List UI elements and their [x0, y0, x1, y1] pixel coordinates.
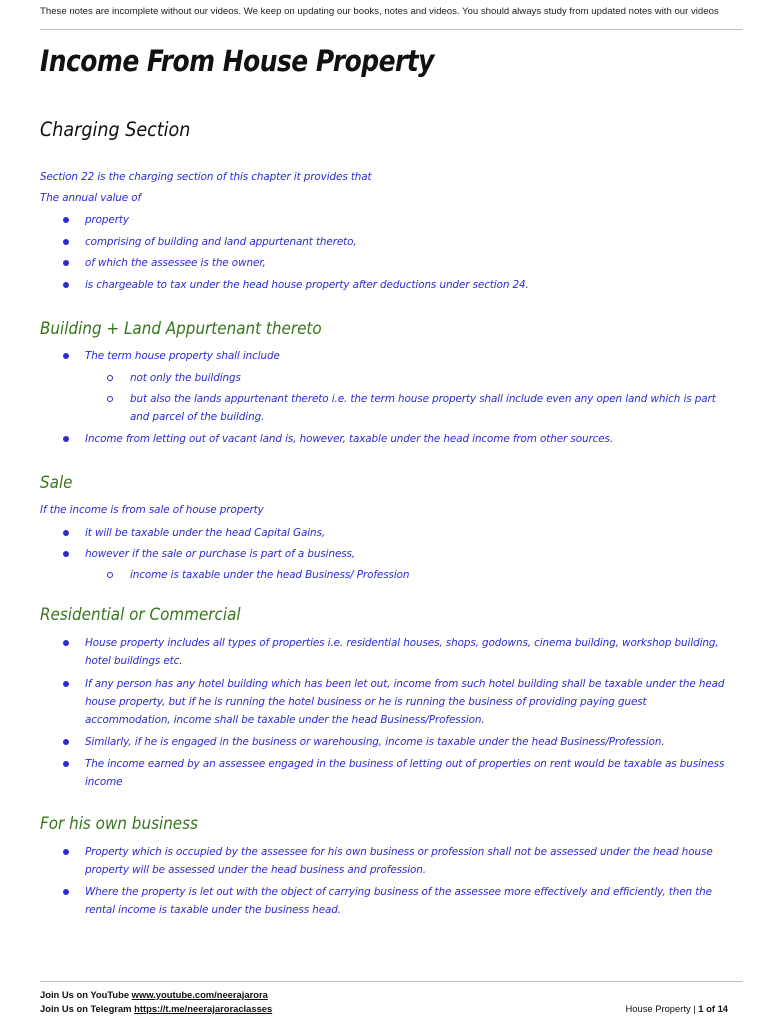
bullet-icon [63, 761, 69, 767]
sub-list-item: but also the lands appurtenant thereto i.e. the term house property shall include even any open land which is part and parcel of the building. [130, 393, 716, 423]
bullet-icon [63, 640, 69, 646]
list-item: Income from letting out of vacant land is, however, taxable under the head income from other sources. [85, 433, 614, 445]
list-item: The income earned by an assessee engaged in the business of letting out of properties on rent would be taxable as business income [85, 758, 725, 788]
own-business-section-heading: For his own business [40, 814, 198, 833]
list-item: property [85, 214, 129, 226]
footer-youtube [40, 989, 268, 1000]
sub-list-item: income is taxable under the head Business/ Profession [130, 569, 410, 581]
bullet-icon [63, 551, 69, 557]
bullet-icon [63, 530, 69, 536]
bullet-icon [63, 282, 69, 288]
charging-section-heading: Charging Section [40, 118, 191, 141]
list-item: of which the assessee is the owner, [85, 257, 266, 269]
sale-intro-line: If the income is from sale of house property [40, 504, 264, 516]
page-count: 1 of 14 [698, 1003, 728, 1014]
bullet-icon [63, 353, 69, 359]
bullet-icon [63, 436, 69, 442]
list-item: comprising of building and land appurtenant thereto, [85, 236, 357, 248]
bullet-icon [63, 739, 69, 745]
residential-section-heading: Residential or Commercial [40, 605, 241, 624]
list-item: The term house property shall include [85, 350, 280, 362]
sale-section-heading: Sale [40, 473, 73, 492]
list-item: is chargeable to tax under the head house property after deductions under section 24. [85, 279, 529, 291]
header-divider [40, 29, 743, 30]
telegram-link[interactable]: https://t.me/neerajaroraclasses [134, 1003, 273, 1014]
list-item: House property includes all types of properties i.e. residential houses, shops, godowns, cinema building, workshop building, hotel buildings etc. [85, 637, 719, 667]
building-section-heading: Building + Land Appurtenant thereto [40, 319, 322, 338]
bullet-icon [63, 889, 69, 895]
youtube-label: Join Us on YouTube [40, 989, 130, 1000]
footer-telegram [40, 1003, 272, 1014]
sub-list-item: not only the buildings [130, 372, 241, 384]
list-item: If any person has any hotel building which has been let out, income from such hotel building shall be taxable under the head house property, but if he is running the hotel business or he is running the business of providing paying guest accommodation, income shall be taxable under the head Business/Profession. [85, 678, 725, 726]
page-title: Income From House Property [40, 44, 434, 78]
page-footer-info [626, 1003, 729, 1014]
telegram-label: Join Us on Telegram [40, 1003, 132, 1014]
footer-divider [40, 981, 743, 982]
youtube-link[interactable]: www.youtube.com/neerajarora [131, 989, 268, 1000]
bullet-icon [63, 217, 69, 223]
circle-bullet-icon [107, 572, 113, 578]
list-item: however if the sale or purchase is part of a business, [85, 548, 356, 560]
footer-separator: | [693, 1003, 696, 1014]
footer-page-name: House Property [625, 1003, 691, 1014]
list-item: Where the property is let out with the object of carrying business of the assessee more effectively and efficiently, then the rental income is taxable under the business head. [85, 886, 712, 916]
circle-bullet-icon [107, 396, 113, 402]
bullet-icon [63, 849, 69, 855]
bullet-icon [63, 260, 69, 266]
circle-bullet-icon [107, 375, 113, 381]
charging-annual-value-line: The annual value of [40, 192, 142, 204]
bullet-icon [63, 681, 69, 687]
list-item: Similarly, if he is engaged in the business or warehousing, income is taxable under the head Business/Profession. [85, 736, 665, 748]
list-item: Property which is occupied by the assessee for his own business or profession shall not be assessed under the head house property will be assessed under the head business and profession. [85, 846, 713, 876]
charging-intro-line: Section 22 is the charging section of this chapter it provides that [40, 171, 372, 183]
list-item: it will be taxable under the head Capital Gains, [85, 527, 326, 539]
bullet-icon [63, 239, 69, 245]
header-note: These notes are incomplete without our videos. We keep on updating our books, notes and videos. You should always study from updated notes with our videos [40, 6, 719, 17]
